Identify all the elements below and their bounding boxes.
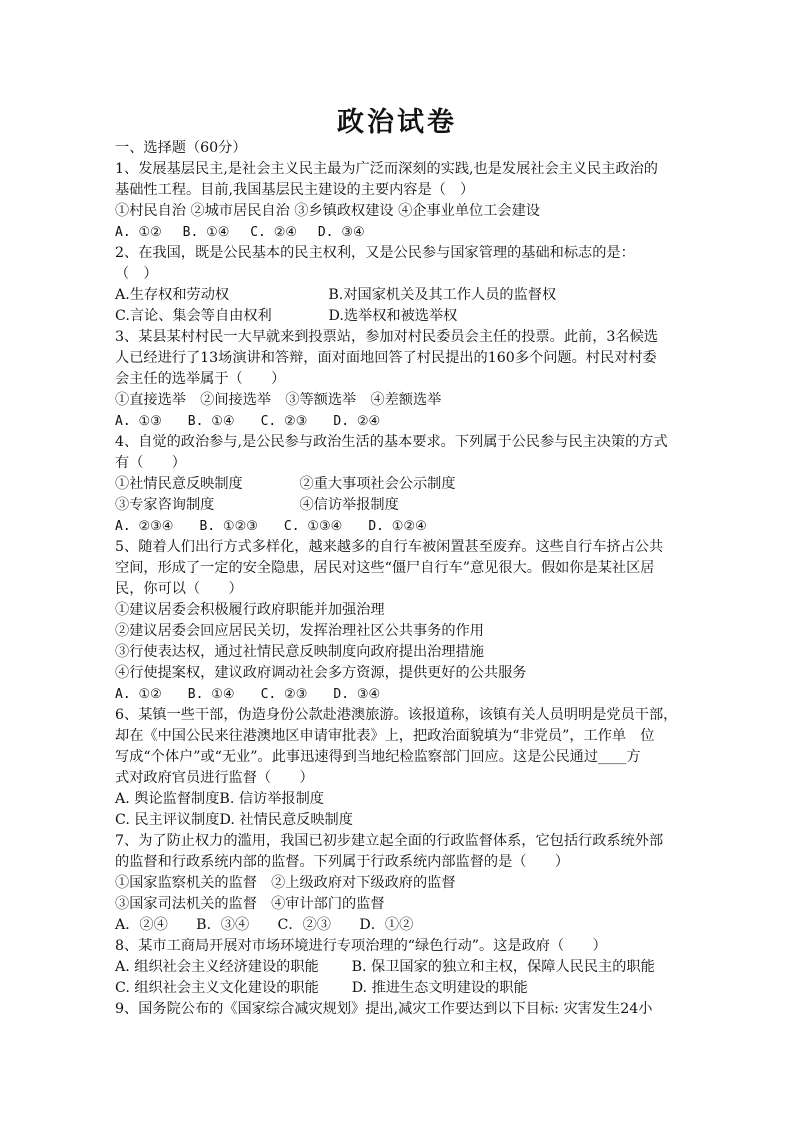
section-heading: 一、选择题（60分）: [115, 140, 247, 156]
text-line: ③国家司法机关的监督 ④审计部门的监督: [115, 896, 385, 912]
page-title: 政治试卷: [337, 107, 457, 138]
text-line: A. ①② B. ①④ C. ②④ D. ③④: [115, 225, 365, 240]
text-line: 却在《中国公民来往港澳地区申请审批表》上，把政治面貌填为“非党员”，工作单 位: [115, 728, 655, 744]
text-line: 6、某镇一些干部，伪造身份公款赴港澳旅游。该报道称，该镇有关人员明明是党员干部，: [115, 707, 678, 723]
text-line: 的监督和行政系统内部的监督。下列属于行政系统内部监督的是（ ）: [115, 854, 570, 870]
text-line: C.言论、集会等自由权利 D.选举权和被选举权: [115, 308, 458, 324]
text-line: A.生存权和劳动权 B.对国家机关及其工作人员的监督权: [115, 287, 557, 303]
text-line: 写成“个体户”或“无业”。此事迅速得到当地纪检监察部门回应。这是公民通过____方: [115, 749, 641, 765]
text-line: ③专家咨询制度 ④信访举报制度: [115, 497, 399, 513]
text-line: 8、某市工商局开展对市场环境进行专项治理的“绿色行动”。这是政府（ ）: [115, 938, 607, 954]
text-line: ③行使表达权，通过社情民意反映制度向政府提出治理措施: [115, 644, 484, 660]
text-line: 7、为了防止权力的滥用，我国已初步建立起全面的行政监督体系，它包括行政系统外部: [115, 833, 664, 849]
text-line: 空间，形成了一定的安全隐患，居民对这些“僵尸自行车”意见很大。假如你是某社区居: [115, 560, 655, 576]
text-line: 3、某县某村村民一大早就来到投票站，参加对村民委员会主任的投票。此前，3名候选: [115, 329, 658, 345]
text-line: A. ①② B. ①④ C. ②③ D. ③④: [115, 687, 381, 702]
text-line: 1、发展基层民主,是社会主义民主最为广泛而深刻的实践,也是发展社会主义民主政治的: [115, 161, 658, 177]
text-line: 式对政府官员进行监督（ ）: [115, 770, 314, 786]
text-line: A. ①③ B. ①④ C. ②③ D. ②④: [115, 414, 381, 429]
text-line: 会主任的选举属于（ ）: [115, 371, 286, 387]
text-line: 有（ ）: [115, 455, 186, 471]
text-line: C. 民主评议制度D. 社情民意反映制度: [115, 812, 353, 828]
text-line: （ ）: [115, 266, 158, 282]
text-line: ①社情民意反映制度 ②重大事项社会公示制度: [115, 476, 456, 492]
text-line: A. 舆论监督制度B. 信访举报制度: [115, 791, 324, 807]
text-line: ①建议居委会积极履行政府职能并加强治理: [115, 602, 385, 618]
text-line: 9、国务院公布的《国家综合减灾规划》提出,减灾工作要达到以下目标: 灾害发生24小: [115, 1001, 653, 1017]
text-line: 民，你可以（ ）: [115, 581, 243, 597]
text-line: A．②④ B．③④ C．②③ D．①②: [115, 917, 414, 933]
text-line: ①国家监察机关的监督 ②上级政府对下级政府的监督: [115, 875, 456, 891]
text-line: A. ②③④ B. ①②③ C. ①③④ D. ①②④: [115, 519, 427, 534]
text-line: 基础性工程。目前,我国基层民主建设的主要内容是（ ）: [115, 182, 475, 198]
text-line: ①直接选举 ②间接选举 ③等额选举 ④差额选举: [115, 392, 442, 408]
text-line: ①村民自治 ②城市居民自治 ③乡镇政权建设 ④企事业单位工会建设: [115, 203, 540, 219]
text-line: 5、随着人们出行方式多样化，越来越多的自行车被闲置甚至废弃。这些自行车挤占公共: [115, 539, 664, 555]
text-line: C. 组织社会主义文化建设的职能 D. 推进生态文明建设的职能: [115, 980, 528, 996]
text-line: 4、自觉的政治参与,是公民参与政治生活的基本要求。下列属于公民参与民主决策的方式: [115, 434, 668, 450]
text-line: ④行使提案权，建议政府调动社会多方资源，提供更好的公共服务: [115, 665, 527, 681]
text-line: 2、在我国，既是公民基本的民主权利，又是公民参与国家管理的基础和标志的是：: [115, 245, 635, 261]
text-line: 人已经进行了13场演讲和答辩，面对面地回答了村民提出的160多个问题。村民对村委: [115, 350, 657, 366]
text-line: A. 组织社会主义经济建设的职能 B. 保卫国家的独立和主权，保障人民民主的职能: [115, 959, 655, 975]
text-line: ②建议居委会回应居民关切，发挥治理社区公共事务的作用: [115, 623, 484, 639]
